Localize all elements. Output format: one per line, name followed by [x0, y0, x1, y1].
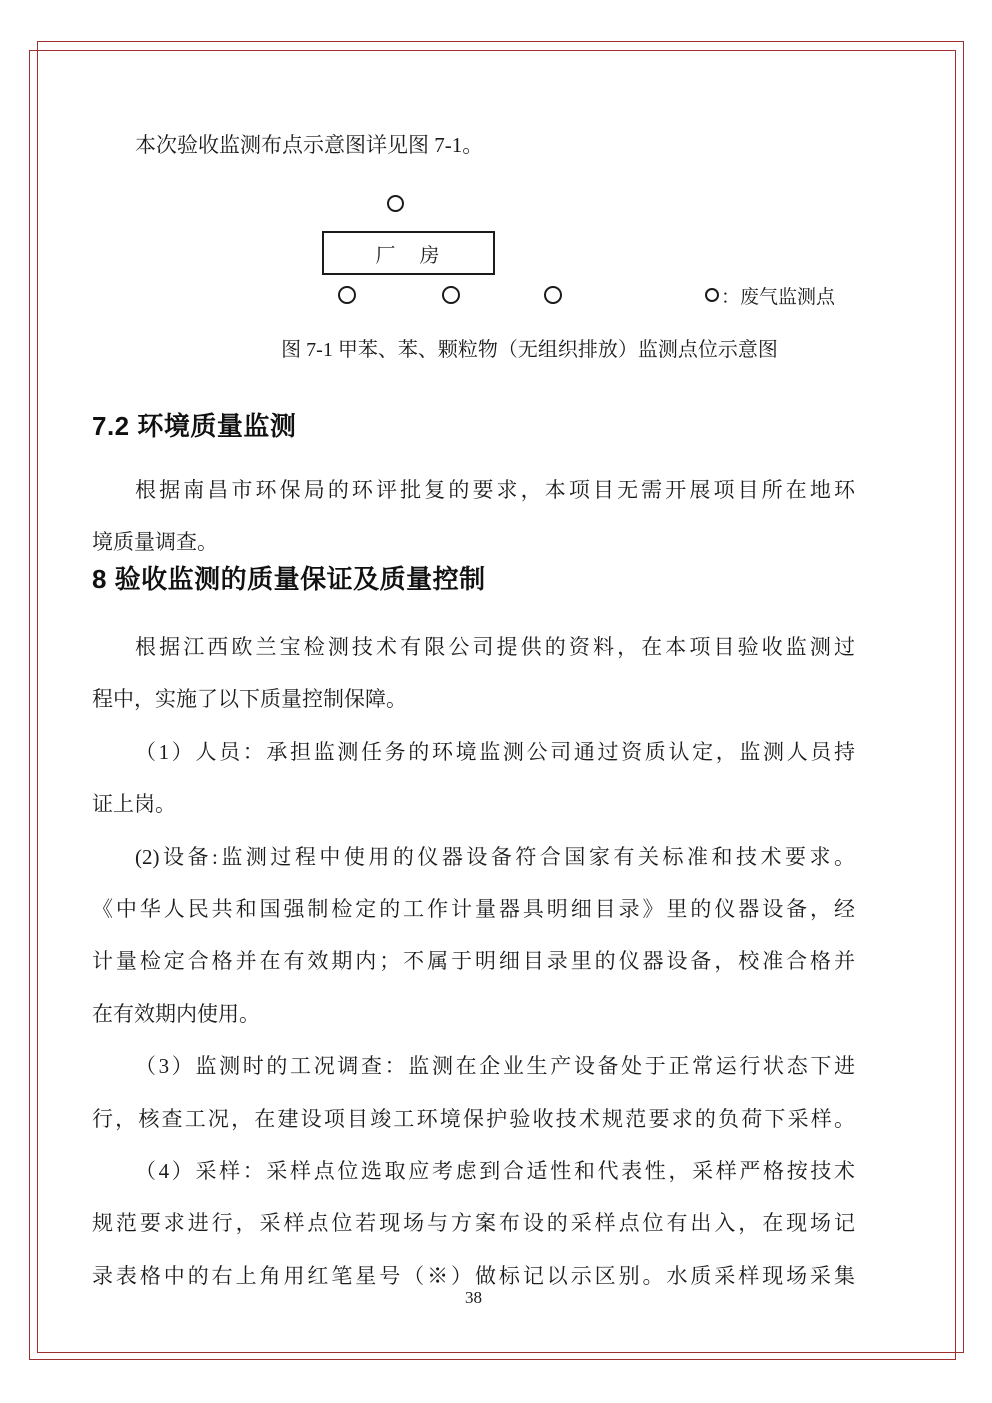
text-line: 本次验收监测布点示意图详见图 7-1。: [135, 133, 484, 157]
section-8-heading: 8 验收监测的质量保证及质量控制: [92, 564, 486, 594]
figure-caption: 图 7-1 甲苯、苯、颗粒物（无组织排放）监测点位示意图: [281, 339, 778, 361]
text-line: 根据南昌市环保局的环评批复的要求，本项目无需开展项目所在地环: [135, 478, 855, 502]
figure-7-1-diagram: [0, 185, 992, 320]
text-line: 规范要求进行，采样点位若现场与方案布设的采样点位有出入，在现场记: [92, 1211, 855, 1236]
monitoring-point-icon: [544, 286, 562, 304]
text-line: 《中华人民共和国强制检定的工作计量器具明细目录》里的仪器设备，经: [92, 896, 855, 921]
text-line: （3）监测时的工况调查：监测在企业生产设备处于正常运行状态下进: [135, 1054, 855, 1079]
monitoring-point-icon: [442, 286, 460, 304]
text-line: 在有效期内使用。: [92, 1001, 260, 1026]
page-number: 38: [465, 1288, 482, 1307]
intro-paragraph: [92, 119, 855, 171]
monitoring-point-icon: [387, 195, 404, 212]
monitoring-point-icon: [338, 286, 356, 304]
text-line: 境质量调查。: [92, 530, 218, 555]
text-line: 程中，实施了以下质量控制保障。: [92, 687, 407, 712]
section-7-2-heading: 7.2 环境质量监测: [92, 411, 297, 441]
section-7-2-paragraph: [92, 464, 855, 569]
text-line: 录表格中的右上角用红笔星号（※）做标记以示区别。水质采样现场采集: [92, 1263, 855, 1288]
text-line: 计量检定合格并在有效期内；不属于明细目录里的仪器设备，校准合格并: [92, 949, 855, 974]
factory-building-label: 厂 房: [375, 244, 442, 267]
figure-legend: [705, 284, 835, 306]
text-line: （1）人员：承担监测任务的环境监测公司通过资质认定，监测人员持: [135, 739, 855, 764]
section-8-paragraphs: [92, 621, 855, 1302]
text-line: 行，核查工况，在建设项目竣工环境保护验收技术规范要求的负荷下采样。: [92, 1106, 855, 1131]
legend-circle-icon: [705, 288, 719, 302]
text-line: (2)设备:监测过程中使用的仪器设备符合国家有关标准和技术要求。: [135, 844, 855, 869]
legend-label: ：废气监测点: [721, 286, 836, 308]
factory-building-box: [322, 231, 495, 275]
text-line: （4）采样：采样点位选取应考虑到合适性和代表性，采样严格按技术: [135, 1158, 855, 1183]
text-line: 根据江西欧兰宝检测技术有限公司提供的资料，在本项目验收监测过: [135, 635, 855, 659]
text-line: 证上岗。: [92, 792, 176, 817]
